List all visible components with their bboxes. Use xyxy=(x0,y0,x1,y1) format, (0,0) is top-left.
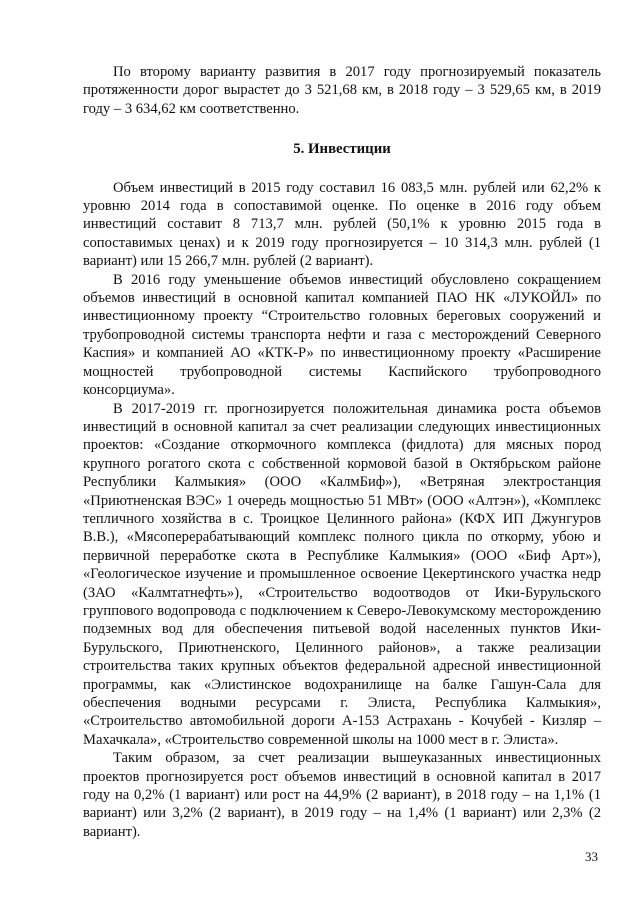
paragraph-investment-forecast: Таким образом, за счет реализации вышеуказанных инвестиционных проектов прогнозируется рост объемов инвестиций в основной капитал в 2017 году на 0,2% (1 вариант) или рост на 44,9% (2 вариант), в 2018 году – на 1,1% (1 вариант) или 3,2% (2 вариант), в 2019 году – на 1,4% (1 вариант) или 2,3% (2 вариант). xyxy=(83,750,601,840)
paragraph-investment-decrease: В 2016 году уменьшение объемов инвестиций обусловлено сокращением объемов инвестиций в основной капитал компанией ПАО НК «ЛУКОЙЛ» по инвестиционному проекту “Строительство головных береговых сооружений и трубопроводной системы транспорта нефти и газа с месторождений Северного Каспия» и компанией АО «КТК-Р» по инвестиционному проекту «Расширение мощностей трубопроводной системы Каспийского трубопроводного консорциума». xyxy=(83,271,601,399)
page-number: 33 xyxy=(585,849,598,864)
page-body xyxy=(83,63,601,841)
section-heading: 5. Инвестиции xyxy=(293,141,391,158)
intro-paragraph: По второму варианту развития в 2017 году прогнозируемый показатель протяженности дорог вырастет до 3 521,68 км, в 2018 году – 3 529,65 км, в 2019 году – 3 634,62 км соответственно. xyxy=(83,64,601,117)
paragraph-investment-volume: Объем инвестиций в 2015 году составил 16 083,5 млн. рублей или 62,2% к уровню 2014 года в сопоставимой оценке. По оценке в 2016 году объем инвестиций составит 8 713,7 млн. рублей (50,1% к уровню 2015 года в сопоставимых ценах) и к 2019 году прогнозируется – 10 314,3 млн. рублей (1 вариант) или 15 266,7 млн. рублей (2 вариант). xyxy=(83,179,601,270)
paragraph-investment-projects: В 2017-2019 гг. прогнозируется положительная динамика роста объемов инвестиций в основной капитал за счет реализации следующих инвестиционных проектов: «Создание откормочного комплекса (фидлота) для мясных пород крупного рогатого скота с собственной кормовой базой в Октябрьском районе Республики Калмыкия» (ООО «КалмБиф»), «Ветряная электростанция «Приютненская ВЭС» 1 очередь мощностью 51 МВт» (ООО «Алтэн»), «Комплекс тепличного хозяйства в с. Троицкое Целинного района» (КФХ ИП Джунгуров В.В.), «Мясоперерабатывающий комплекс полного цикла по откорму, убою и первичной переработке скота в Республике Калмыкия» (ООО «Биф Арт»), «Геологическое изучение и промышленное освоение Цекертинского участка недр (ЗАО «Калмтатнефть»), «Строительство водоотводов от Ики-Бурульского группового водопровода с подключением к Северо-Левокумскому месторождению подземных вод для обеспечения питьевой водой населенных пунктов Ики-Бурульского, Приютненского, Целинного районов», а также реализации строительства таких крупных объектов федеральной адресной инвестиционной программы, как «Элистинское водохранилище на балке Гашун-Сала для обеспечения водными ресурсами г. Элиста, Республика Калмыкия», «Строительство автомобильной дороги А-153 Астрахань - Кочубей - Кизляр – Махачкала», «Строительство современной школы на 1000 мест в г. Элиста». xyxy=(83,400,601,748)
